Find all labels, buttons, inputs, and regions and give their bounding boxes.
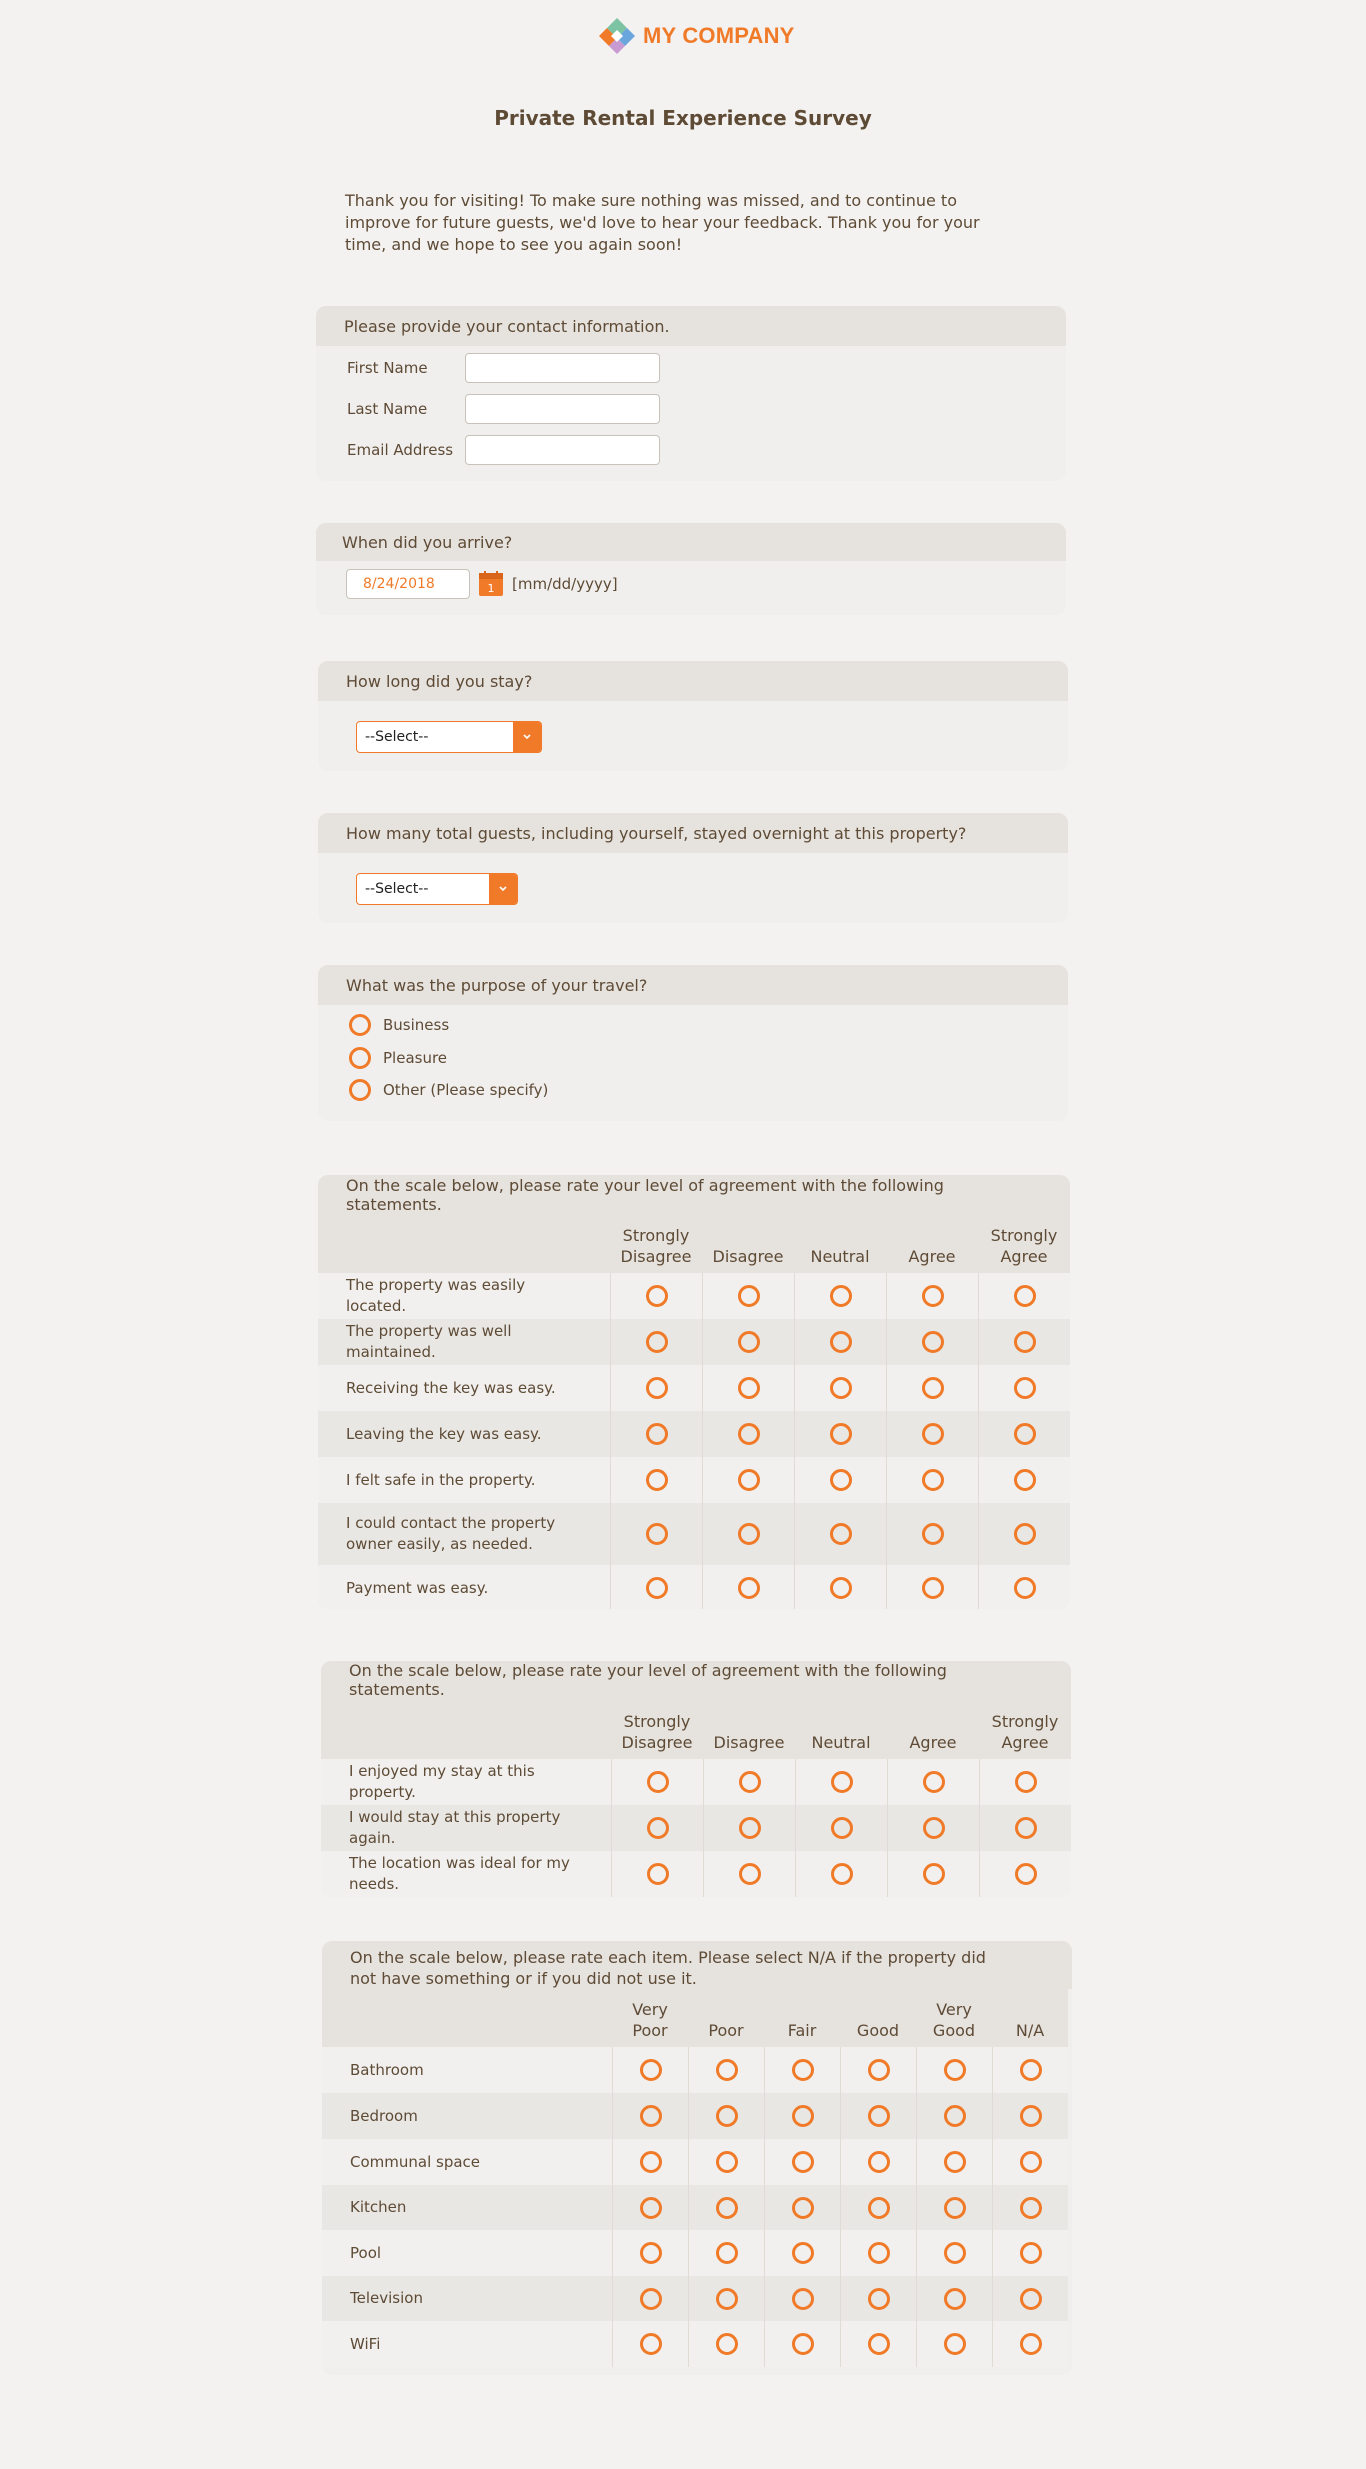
radio-button[interactable] <box>944 2288 966 2310</box>
radio-button[interactable] <box>640 2288 662 2310</box>
column-header-line: Disagree <box>712 1247 784 1266</box>
matrix-column-header <box>794 1215 886 1273</box>
agreement-1-matrix <box>318 1215 1070 1609</box>
radio-button[interactable] <box>830 1331 852 1353</box>
radio-button[interactable] <box>716 2288 738 2310</box>
last-name-row <box>347 394 660 424</box>
matrix-column-header <box>795 1699 887 1759</box>
radio-button[interactable] <box>922 1285 944 1307</box>
radio-button[interactable] <box>792 2288 814 2310</box>
radio-button[interactable] <box>830 1285 852 1307</box>
radio-button[interactable] <box>922 1331 944 1353</box>
guests-heading: How many total guests, including yourself, stayed overnight at this property? <box>318 813 1068 853</box>
radio-button[interactable] <box>646 1377 668 1399</box>
column-header-line: N/A <box>1015 2021 1045 2040</box>
radio-button[interactable] <box>944 2242 966 2264</box>
email-label: Email Address <box>347 441 454 459</box>
guests-section <box>318 813 1068 923</box>
matrix-cell <box>886 1503 978 1565</box>
radio-button[interactable] <box>831 1771 853 1793</box>
last-name-input[interactable] <box>465 394 660 424</box>
matrix-cell <box>979 1851 1071 1897</box>
radio-button[interactable] <box>1014 1331 1036 1353</box>
matrix-cell <box>610 1273 702 1319</box>
matrix-row-label: Pool <box>322 2230 612 2276</box>
matrix-cell <box>992 2047 1068 2093</box>
purpose-section <box>318 965 1068 1121</box>
radio-button[interactable] <box>640 2333 662 2355</box>
matrix-cell <box>612 2139 688 2185</box>
radio-button[interactable] <box>640 2059 662 2081</box>
matrix-cell <box>978 1273 1070 1319</box>
radio-button[interactable] <box>640 2151 662 2173</box>
matrix-column-header <box>610 1215 702 1273</box>
radio-button[interactable] <box>944 2333 966 2355</box>
radio-button[interactable] <box>922 1469 944 1491</box>
matrix-cell <box>611 1805 703 1851</box>
radio-button[interactable] <box>738 1423 760 1445</box>
matrix-cell <box>992 2230 1068 2276</box>
matrix-cell <box>840 2139 916 2185</box>
matrix-cell <box>887 1851 979 1897</box>
radio-button[interactable] <box>716 2242 738 2264</box>
matrix-row-label: WiFi <box>322 2321 612 2367</box>
matrix-cell <box>992 2139 1068 2185</box>
matrix-header-blank <box>322 1989 612 2047</box>
chevron-down-icon[interactable] <box>513 722 541 752</box>
guests-select[interactable] <box>356 873 518 905</box>
matrix-cell <box>916 2139 992 2185</box>
agreement-section-2 <box>321 1661 1071 1897</box>
matrix-cell <box>702 1319 794 1365</box>
matrix-cell <box>794 1319 886 1365</box>
matrix-cell <box>703 1851 795 1897</box>
radio-button[interactable] <box>830 1377 852 1399</box>
matrix-cell <box>886 1565 978 1609</box>
arrival-heading: When did you arrive? <box>316 523 1066 561</box>
radio-button[interactable] <box>716 2333 738 2355</box>
radio-button[interactable] <box>831 1817 853 1839</box>
radio-button[interactable] <box>716 2151 738 2173</box>
radio-button[interactable] <box>923 1863 945 1885</box>
radio-button[interactable] <box>868 2197 890 2219</box>
matrix-cell <box>610 1565 702 1609</box>
column-header-line: Neutral <box>811 1733 871 1752</box>
stay-length-section <box>318 661 1068 771</box>
matrix-cell <box>794 1411 886 1457</box>
radio-button[interactable] <box>646 1331 668 1353</box>
matrix-column-header <box>978 1215 1070 1273</box>
radio-button[interactable] <box>647 1771 669 1793</box>
matrix-row-label: I would stay at this property again. <box>321 1805 611 1851</box>
matrix-cell <box>612 2093 688 2139</box>
matrix-cell <box>886 1365 978 1411</box>
column-header-line: Good <box>856 2021 900 2040</box>
matrix-cell <box>916 2321 992 2367</box>
matrix-cell <box>979 1805 1071 1851</box>
radio-button[interactable] <box>1014 1523 1036 1545</box>
radio-button[interactable] <box>830 1577 852 1599</box>
purpose-heading: What was the purpose of your travel? <box>318 965 1068 1005</box>
matrix-cell <box>992 2093 1068 2139</box>
matrix-cell <box>840 2185 916 2230</box>
radio-button[interactable] <box>640 2105 662 2127</box>
matrix-header-blank <box>321 1699 611 1759</box>
matrix-cell <box>688 2321 764 2367</box>
radio-button[interactable] <box>1020 2333 1042 2355</box>
column-header-line: Poor <box>632 2021 668 2040</box>
matrix-cell <box>764 2185 840 2230</box>
matrix-cell <box>979 1759 1071 1805</box>
column-header-line: Very <box>632 2000 668 2019</box>
radio-button[interactable] <box>944 2197 966 2219</box>
matrix-column-header <box>611 1699 703 1759</box>
matrix-row-label: I enjoyed my stay at this property. <box>321 1759 611 1805</box>
matrix-row-label: Leaving the key was easy. <box>318 1411 610 1457</box>
column-header-line: Agree <box>1001 1733 1049 1752</box>
matrix-cell <box>916 2093 992 2139</box>
matrix-cell <box>611 1851 703 1897</box>
first-name-input[interactable] <box>465 353 660 383</box>
matrix-column-header <box>702 1215 794 1273</box>
radio-button[interactable] <box>716 2059 738 2081</box>
radio-button[interactable] <box>646 1423 668 1445</box>
matrix-cell <box>794 1503 886 1565</box>
matrix-column-header <box>916 1989 992 2047</box>
matrix-row-label: I felt safe in the property. <box>318 1457 610 1503</box>
radio-button[interactable] <box>1014 1285 1036 1307</box>
purpose-option[interactable] <box>349 1079 548 1101</box>
column-header-line: Strongly <box>990 1226 1058 1245</box>
matrix-cell <box>887 1759 979 1805</box>
matrix-cell <box>702 1273 794 1319</box>
calendar-icon[interactable] <box>478 571 504 597</box>
matrix-row-label: The property was well maintained. <box>318 1319 610 1365</box>
matrix-cell <box>978 1319 1070 1365</box>
purpose-option-label: Pleasure <box>383 1049 448 1067</box>
radio-button[interactable] <box>923 1817 945 1839</box>
matrix-cell <box>610 1365 702 1411</box>
matrix-cell <box>610 1457 702 1503</box>
arrival-date-input[interactable] <box>346 569 470 599</box>
matrix-cell <box>794 1273 886 1319</box>
radio-button[interactable] <box>739 1817 761 1839</box>
radio-button[interactable] <box>792 2105 814 2127</box>
radio-button[interactable] <box>1020 2242 1042 2264</box>
matrix-column-header <box>886 1215 978 1273</box>
radio-button[interactable] <box>792 2151 814 2173</box>
matrix-cell <box>688 2047 764 2093</box>
matrix-column-header <box>992 1989 1068 2047</box>
column-header-line: Disagree <box>713 1733 785 1752</box>
matrix-row-label: Kitchen <box>322 2185 612 2230</box>
radio-button[interactable] <box>868 2242 890 2264</box>
matrix-column-header <box>887 1699 979 1759</box>
radio-button[interactable] <box>1015 1771 1037 1793</box>
matrix-cell <box>840 2321 916 2367</box>
matrix-cell <box>610 1503 702 1565</box>
column-header-line: Strongly <box>991 1712 1059 1731</box>
contact-section <box>316 306 1066 481</box>
radio-button[interactable] <box>868 2288 890 2310</box>
brand-name: MY COMPANY <box>643 23 795 48</box>
matrix-cell <box>794 1565 886 1609</box>
matrix-cell <box>795 1759 887 1805</box>
radio-button[interactable] <box>738 1377 760 1399</box>
radio-button[interactable] <box>738 1469 760 1491</box>
radio-button[interactable] <box>1014 1469 1036 1491</box>
email-input[interactable] <box>465 435 660 465</box>
matrix-cell <box>688 2276 764 2321</box>
radio-button[interactable] <box>640 2197 662 2219</box>
column-header-line: Agree <box>909 1733 957 1752</box>
matrix-cell <box>795 1851 887 1897</box>
radio-button[interactable] <box>646 1577 668 1599</box>
matrix-cell <box>610 1319 702 1365</box>
column-header-line: Agree <box>1000 1247 1048 1266</box>
radio-button[interactable] <box>923 1771 945 1793</box>
matrix-cell <box>992 2276 1068 2321</box>
agreement-2-matrix <box>321 1699 1071 1897</box>
matrix-cell <box>886 1411 978 1457</box>
matrix-cell <box>978 1457 1070 1503</box>
purpose-option[interactable] <box>349 1047 447 1069</box>
matrix-cell <box>610 1411 702 1457</box>
radio-button[interactable] <box>922 1423 944 1445</box>
matrix-cell <box>612 2047 688 2093</box>
radio-button[interactable] <box>349 1079 371 1101</box>
matrix-column-header <box>612 1989 688 2047</box>
matrix-cell <box>886 1273 978 1319</box>
radio-button[interactable] <box>1020 2151 1042 2173</box>
column-header-line: Poor <box>708 2021 744 2040</box>
matrix-column-header <box>764 1989 840 2047</box>
email-row <box>347 435 660 465</box>
column-header-line: Neutral <box>810 1247 870 1266</box>
radio-button[interactable] <box>1015 1863 1037 1885</box>
matrix-cell <box>612 2276 688 2321</box>
radio-button[interactable] <box>738 1577 760 1599</box>
matrix-cell <box>702 1457 794 1503</box>
radio-button[interactable] <box>1020 2288 1042 2310</box>
matrix-cell <box>702 1565 794 1609</box>
matrix-cell <box>886 1457 978 1503</box>
matrix-cell <box>764 2047 840 2093</box>
stay-length-value: --Select-- <box>365 729 429 745</box>
radio-button[interactable] <box>647 1863 669 1885</box>
radio-button[interactable] <box>792 2197 814 2219</box>
matrix-cell <box>764 2321 840 2367</box>
matrix-cell <box>688 2185 764 2230</box>
matrix-cell <box>916 2047 992 2093</box>
matrix-row-label: Communal space <box>322 2139 612 2185</box>
matrix-cell <box>764 2276 840 2321</box>
radio-button[interactable] <box>830 1523 852 1545</box>
radio-button[interactable] <box>646 1523 668 1545</box>
purpose-option-label: Business <box>383 1016 450 1034</box>
matrix-cell <box>978 1365 1070 1411</box>
matrix-cell <box>764 2093 840 2139</box>
matrix-cell <box>794 1457 886 1503</box>
radio-button[interactable] <box>349 1014 371 1036</box>
radio-button[interactable] <box>1020 2105 1042 2127</box>
column-header-line: Good <box>932 2021 976 2040</box>
matrix-cell <box>764 2230 840 2276</box>
agreement-section-1 <box>318 1175 1070 1609</box>
matrix-cell <box>702 1503 794 1565</box>
matrix-column-header <box>703 1699 795 1759</box>
matrix-row-label: Bedroom <box>322 2093 612 2139</box>
radio-button[interactable] <box>922 1577 944 1599</box>
matrix-cell <box>703 1759 795 1805</box>
radio-button[interactable] <box>868 2333 890 2355</box>
matrix-row-label: The property was easily located. <box>318 1273 610 1319</box>
column-header-line: Disagree <box>620 1247 692 1266</box>
matrix-cell <box>840 2093 916 2139</box>
column-header-line: Fair <box>787 2021 817 2040</box>
matrix-cell <box>992 2321 1068 2367</box>
matrix-cell <box>840 2230 916 2276</box>
radio-button[interactable] <box>868 2105 890 2127</box>
radio-button[interactable] <box>944 2151 966 2173</box>
radio-button[interactable] <box>647 1817 669 1839</box>
matrix-cell <box>978 1503 1070 1565</box>
matrix-cell <box>978 1411 1070 1457</box>
radio-button[interactable] <box>716 2105 738 2127</box>
radio-button[interactable] <box>830 1423 852 1445</box>
radio-button[interactable] <box>349 1047 371 1069</box>
agreement-2-heading: On the scale below, please rate your level of agreement with the following statements. <box>321 1661 1071 1699</box>
matrix-cell <box>916 2230 992 2276</box>
matrix-cell <box>612 2230 688 2276</box>
radio-button[interactable] <box>1014 1423 1036 1445</box>
matrix-cell <box>612 2321 688 2367</box>
matrix-header-blank <box>318 1215 610 1273</box>
radio-button[interactable] <box>738 1285 760 1307</box>
stay-length-select[interactable] <box>356 721 542 753</box>
radio-button[interactable] <box>1020 2197 1042 2219</box>
matrix-cell <box>703 1805 795 1851</box>
matrix-row-label: Bathroom <box>322 2047 612 2093</box>
agreement-1-heading: On the scale below, please rate your level of agreement with the following statements. <box>318 1175 1070 1215</box>
radio-button[interactable] <box>1014 1377 1036 1399</box>
matrix-cell <box>794 1365 886 1411</box>
page-title: Private Rental Experience Survey <box>494 106 872 130</box>
column-header-line: Agree <box>908 1247 956 1266</box>
matrix-row-label: Payment was easy. <box>318 1565 610 1609</box>
radio-button[interactable] <box>831 1863 853 1885</box>
matrix-row-label: Television <box>322 2276 612 2321</box>
diamond-logo-icon <box>597 16 637 56</box>
matrix-cell <box>611 1759 703 1805</box>
matrix-cell <box>764 2139 840 2185</box>
contact-heading: Please provide your contact information. <box>316 306 1066 346</box>
rating-heading: On the scale below, please rate each item. Please select N/A if the property did not have something or if you did not use it. <box>322 1941 1072 1989</box>
matrix-cell <box>840 2276 916 2321</box>
column-header-line: Very <box>936 2000 972 2019</box>
matrix-row-label: I could contact the property owner easily, as needed. <box>318 1503 610 1565</box>
matrix-column-header <box>979 1699 1071 1759</box>
chevron-down-icon[interactable] <box>489 874 517 904</box>
rating-matrix <box>322 1989 1072 2367</box>
radio-button[interactable] <box>830 1469 852 1491</box>
radio-button[interactable] <box>1014 1577 1036 1599</box>
radio-button[interactable] <box>922 1377 944 1399</box>
rating-section <box>322 1941 1072 2375</box>
calendar-day: 1 <box>487 582 495 595</box>
first-name-label: First Name <box>347 359 428 377</box>
matrix-column-header <box>840 1989 916 2047</box>
column-header-line: Disagree <box>621 1733 693 1752</box>
matrix-cell <box>702 1365 794 1411</box>
radio-button[interactable] <box>738 1331 760 1353</box>
radio-button[interactable] <box>792 2333 814 2355</box>
radio-button[interactable] <box>922 1523 944 1545</box>
date-format-hint: [mm/dd/yyyy] <box>512 575 618 593</box>
radio-button[interactable] <box>716 2197 738 2219</box>
radio-button[interactable] <box>792 2242 814 2264</box>
matrix-cell <box>916 2185 992 2230</box>
matrix-cell <box>688 2139 764 2185</box>
matrix-cell <box>702 1411 794 1457</box>
arrival-section <box>316 523 1066 615</box>
purpose-option[interactable] <box>349 1014 449 1036</box>
radio-button[interactable] <box>1015 1817 1037 1839</box>
intro-text: Thank you for visiting! To make sure nothing was missed, and to continue to improve for future guests, we'd love to hear your feedback. Thank you for your time, and we hope to see you again soon! <box>345 191 980 254</box>
matrix-cell <box>840 2047 916 2093</box>
radio-button[interactable] <box>646 1469 668 1491</box>
matrix-row-label: The location was ideal for my needs. <box>321 1851 611 1897</box>
matrix-cell <box>795 1805 887 1851</box>
radio-button[interactable] <box>738 1523 760 1545</box>
radio-button[interactable] <box>868 2151 890 2173</box>
guests-value: --Select-- <box>365 881 429 897</box>
matrix-cell <box>916 2276 992 2321</box>
last-name-label: Last Name <box>347 400 428 418</box>
matrix-cell <box>992 2185 1068 2230</box>
matrix-cell <box>688 2230 764 2276</box>
radio-button[interactable] <box>1020 2059 1042 2081</box>
stay-length-heading: How long did you stay? <box>318 661 1068 701</box>
first-name-row <box>347 353 660 383</box>
radio-button[interactable] <box>944 2059 966 2081</box>
matrix-row-label: Receiving the key was easy. <box>318 1365 610 1411</box>
matrix-cell <box>612 2185 688 2230</box>
radio-button[interactable] <box>739 1771 761 1793</box>
matrix-column-header <box>688 1989 764 2047</box>
purpose-option-label: Other (Please specify) <box>383 1081 549 1099</box>
matrix-cell <box>887 1805 979 1851</box>
radio-button[interactable] <box>868 2059 890 2081</box>
matrix-cell <box>886 1319 978 1365</box>
column-header-line: Strongly <box>623 1712 691 1731</box>
radio-button[interactable] <box>640 2242 662 2264</box>
radio-button[interactable] <box>739 1863 761 1885</box>
column-header-line: Strongly <box>622 1226 690 1245</box>
radio-button[interactable] <box>646 1285 668 1307</box>
matrix-cell <box>978 1565 1070 1609</box>
brand-logo <box>597 16 795 56</box>
matrix-cell <box>688 2093 764 2139</box>
radio-button[interactable] <box>944 2105 966 2127</box>
radio-button[interactable] <box>792 2059 814 2081</box>
